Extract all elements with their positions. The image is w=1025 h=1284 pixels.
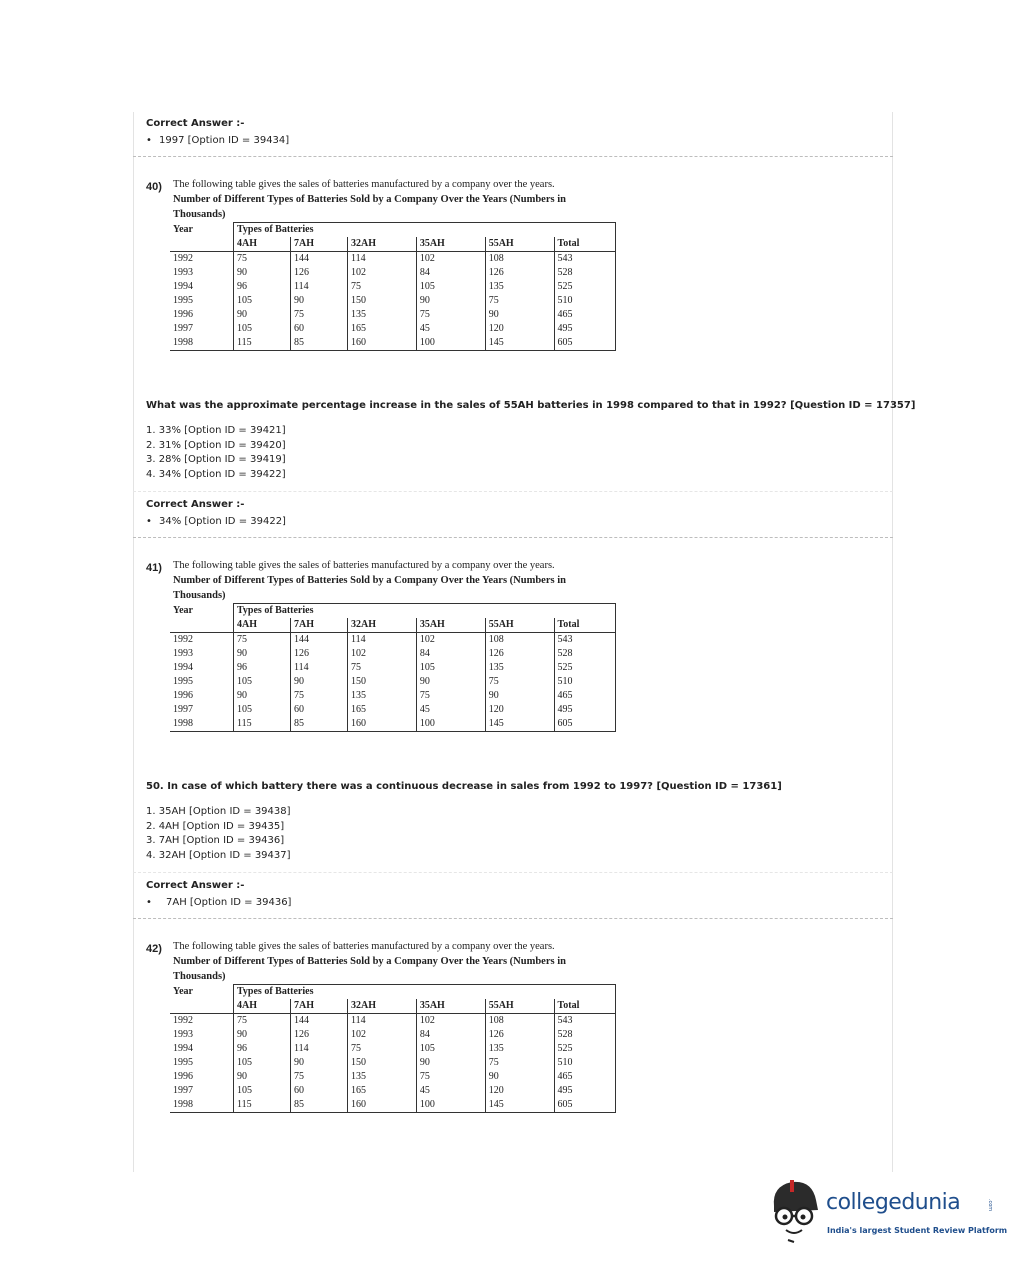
divider [133, 918, 893, 919]
table-row: 1993 90 126 102 84 126 528 [170, 266, 616, 280]
brand-suffix: .com [987, 1198, 994, 1212]
table-caption: Number of Different Types of Batteries Sold by a Company Over the Years (Numbers in Thousands) [173, 575, 566, 601]
year-header: Year [173, 985, 193, 997]
correct-answer-label: Correct Answer :- [146, 118, 245, 129]
battery-sales-table [170, 222, 616, 351]
option: 4. 34% [Option ID = 39422] [146, 468, 286, 480]
divider [133, 872, 893, 873]
correct-answer-value: • 7AH [Option ID = 39436] [146, 897, 292, 908]
question-text: 50. In case of which battery there was a continuous decrease in sales from 1992 to 1997? [Question ID = 17361] [146, 781, 782, 792]
table-row: 1995 105 90 150 90 75 510 [170, 1056, 616, 1070]
option: 1. 35AH [Option ID = 39438] [146, 806, 291, 817]
table-intro: The following table gives the sales of batteries manufactured by a company over the years. [173, 179, 555, 190]
column-header: 35AH [416, 999, 485, 1014]
table-row: 1996 90 75 135 75 90 465 [170, 308, 616, 322]
table-row: 1992 75 144 114 102 108 543 [170, 1014, 616, 1029]
table-row: 1992 75 144 114 102 108 543 [170, 633, 616, 648]
page-border-right [892, 112, 893, 1172]
table-row: 1994 96 114 75 105 135 525 [170, 280, 616, 294]
column-header: 55AH [485, 618, 554, 633]
battery-sales-table [170, 984, 616, 1113]
option: 4. 32AH [Option ID = 39437] [146, 849, 291, 861]
year-header: Year [173, 604, 193, 616]
option: 2. 31% [Option ID = 39420] [146, 439, 286, 451]
group-header: Types of Batteries [234, 985, 616, 1000]
option: 3. 28% [Option ID = 39419] [146, 454, 286, 465]
table-row: 1998 115 85 160 100 145 605 [170, 1098, 616, 1113]
divider [133, 156, 893, 157]
column-header: 32AH [347, 237, 416, 252]
group-header: Types of Batteries [234, 223, 616, 238]
table-row: 1997 105 60 165 45 120 495 [170, 703, 616, 717]
option: 2. 4AH [Option ID = 39435] [146, 820, 285, 832]
table-row: 1997 105 60 165 45 120 495 [170, 322, 616, 336]
table-row: 1995 105 90 150 90 75 510 [170, 294, 616, 308]
table-row: 1995 105 90 150 90 75 510 [170, 675, 616, 689]
page-border-left [133, 112, 134, 1172]
correct-answer-label: Correct Answer :- [146, 499, 245, 510]
table-row: 1992 75 144 114 102 108 543 [170, 252, 616, 267]
correct-answer-value: • 1997 [Option ID = 39434] [146, 135, 290, 146]
question-number: 40) [146, 181, 162, 193]
battery-sales-table [170, 603, 616, 732]
column-header: 7AH [290, 618, 347, 633]
mascot-icon [766, 1176, 826, 1244]
table-intro: The following table gives the sales of batteries manufactured by a company over the years. [173, 941, 555, 952]
column-header: Total [554, 618, 615, 633]
table-row: 1994 96 114 75 105 135 525 [170, 661, 616, 675]
column-header: 32AH [347, 618, 416, 633]
option: 1. 33% [Option ID = 39421] [146, 425, 286, 436]
question-text: What was the approximate percentage increase in the sales of 55AH batteries in 1998 compared to that in 1992? [Question ID = 17357] [146, 400, 916, 411]
column-header: 7AH [290, 999, 347, 1014]
column-header: 55AH [485, 237, 554, 252]
table-row: 1993 90 126 102 84 126 528 [170, 647, 616, 661]
table-row: 1993 90 126 102 84 126 528 [170, 1028, 616, 1042]
column-header: 55AH [485, 999, 554, 1014]
table-row: 1996 90 75 135 75 90 465 [170, 1070, 616, 1084]
column-header: 4AH [234, 237, 291, 252]
option: 3. 7AH [Option ID = 39436] [146, 835, 285, 846]
divider [133, 491, 893, 492]
correct-answer-value: • 34% [Option ID = 39422] [146, 516, 286, 527]
table-row: 1997 105 60 165 45 120 495 [170, 1084, 616, 1098]
table-caption: Number of Different Types of Batteries Sold by a Company Over the Years (Numbers in Thousands) [173, 194, 566, 220]
year-header: Year [173, 223, 193, 235]
brand-tagline: India's largest Student Review Platform [827, 1226, 1008, 1235]
column-header: 4AH [234, 999, 291, 1014]
table-intro: The following table gives the sales of batteries manufactured by a company over the years. [173, 560, 555, 571]
table-row: 1998 115 85 160 100 145 605 [170, 717, 616, 732]
table-row: 1994 96 114 75 105 135 525 [170, 1042, 616, 1056]
options-list [146, 805, 291, 863]
question-number: 41) [146, 562, 162, 574]
table-caption: Number of Different Types of Batteries Sold by a Company Over the Years (Numbers in Thousands) [173, 956, 566, 982]
group-header: Types of Batteries [234, 604, 616, 619]
table-row: 1996 90 75 135 75 90 465 [170, 689, 616, 703]
table-row: 1998 115 85 160 100 145 605 [170, 336, 616, 351]
brand-logo [766, 1176, 1008, 1248]
column-header: 35AH [416, 237, 485, 252]
column-header: 7AH [290, 237, 347, 252]
options-list [146, 424, 286, 482]
brand-name: collegedunia [826, 1190, 961, 1215]
column-header: 32AH [347, 999, 416, 1014]
column-header: 4AH [234, 618, 291, 633]
question-number: 42) [146, 943, 162, 955]
column-header: 35AH [416, 618, 485, 633]
column-header: Total [554, 237, 615, 252]
divider [133, 537, 893, 538]
column-header: Total [554, 999, 615, 1014]
correct-answer-label: Correct Answer :- [146, 880, 245, 891]
